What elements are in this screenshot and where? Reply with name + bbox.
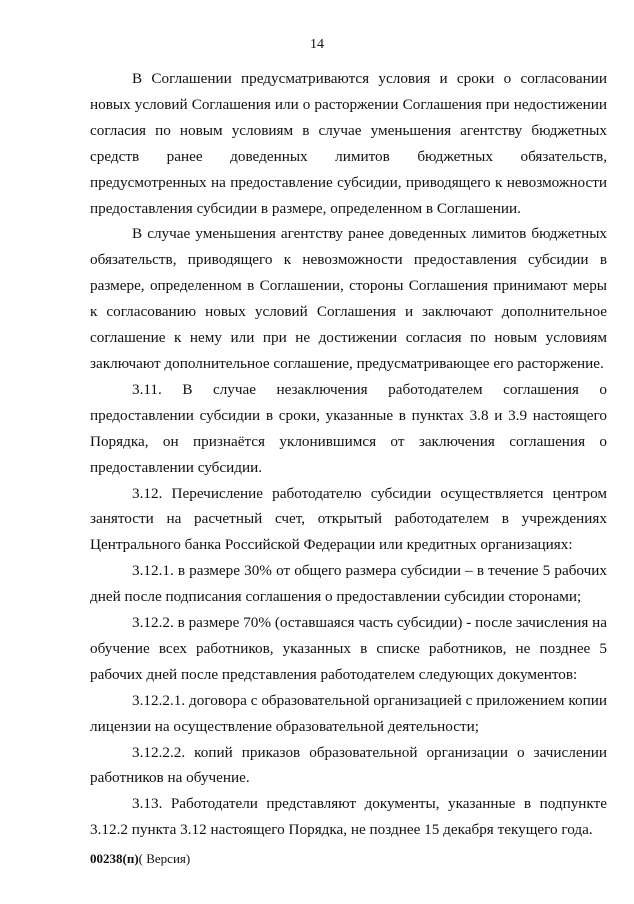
footer-version: ( Версия): [138, 851, 191, 866]
footer-code: 00238(п): [90, 851, 139, 866]
paragraph-3-12-2-1: 3.12.2.1. договора с образовательной организацией с приложением копии лицензии на осуществление образовательной деятельности;: [90, 691, 607, 735]
document-body: [90, 66, 607, 843]
paragraph-agreement-terms: В Соглашении предусматриваются условия и сроки о согласовании новых условий Соглашения или о расторжении Соглашения при недостижении согласия по новым условиям в случае уменьшения агентству бюджетных средств ранее доведенных лимитов бюджетных обязательств, предусмотренных на предоставление субсидии, приводящего к невозможности предоставления субсидии в размере, определенном в Соглашении.: [90, 70, 607, 217]
paragraph-3-12: 3.12. Перечисление работодателю субсидии осуществляется центром занятости на расчетный счет, открытый работодателем в учреждениях Центрального банка Российской Федерации или кредитных организациях:: [90, 484, 607, 554]
paragraph-3-12-2: 3.12.2. в размере 70% (оставшаяся часть субсидии) - после зачисления на обучение всех работников, указанных в списке работников, не позднее 5 рабочих дней после представления работодателем следующих документов:: [90, 614, 607, 683]
page-number: 14: [310, 37, 324, 52]
paragraph-3-12-1: 3.12.1. в размере 30% от общего размера субсидии – в течение 5 рабочих дней после подписания соглашения о предоставлении субсидии сторонами;: [90, 562, 607, 606]
document-footer: [90, 850, 190, 868]
paragraph-3-12-2-2: 3.12.2.2. копий приказов образовательной организации о зачислении работников на обучение.: [90, 743, 607, 787]
paragraph-limit-reduction: В случае уменьшения агентству ранее доведенных лимитов бюджетных обязательств, приводящего к невозможности предоставления субсидии в размере, определенном в Соглашении, стороны Соглашения принимают меры к согласованию новых условий Соглашения и заключают дополнительное соглашение к нему или при не достижении согласия по новым условиям заключают дополнительное соглашение, предусматривающее его расторжение.: [90, 225, 607, 372]
paragraph-3-13: 3.13. Работодатели представляют документы, указанные в подпункте 3.12.2 пункта 3.12 настоящего Порядка, не позднее 15 декабря текущего года.: [90, 795, 607, 839]
paragraph-3-11: 3.11. В случае незаключения работодателем соглашения о предоставлении субсидии в сроки, указанные в пунктах 3.8 и 3.9 настоящего Порядка, он признаётся уклонившимся от заключения соглашения о предоставлении субсидии.: [90, 380, 607, 476]
